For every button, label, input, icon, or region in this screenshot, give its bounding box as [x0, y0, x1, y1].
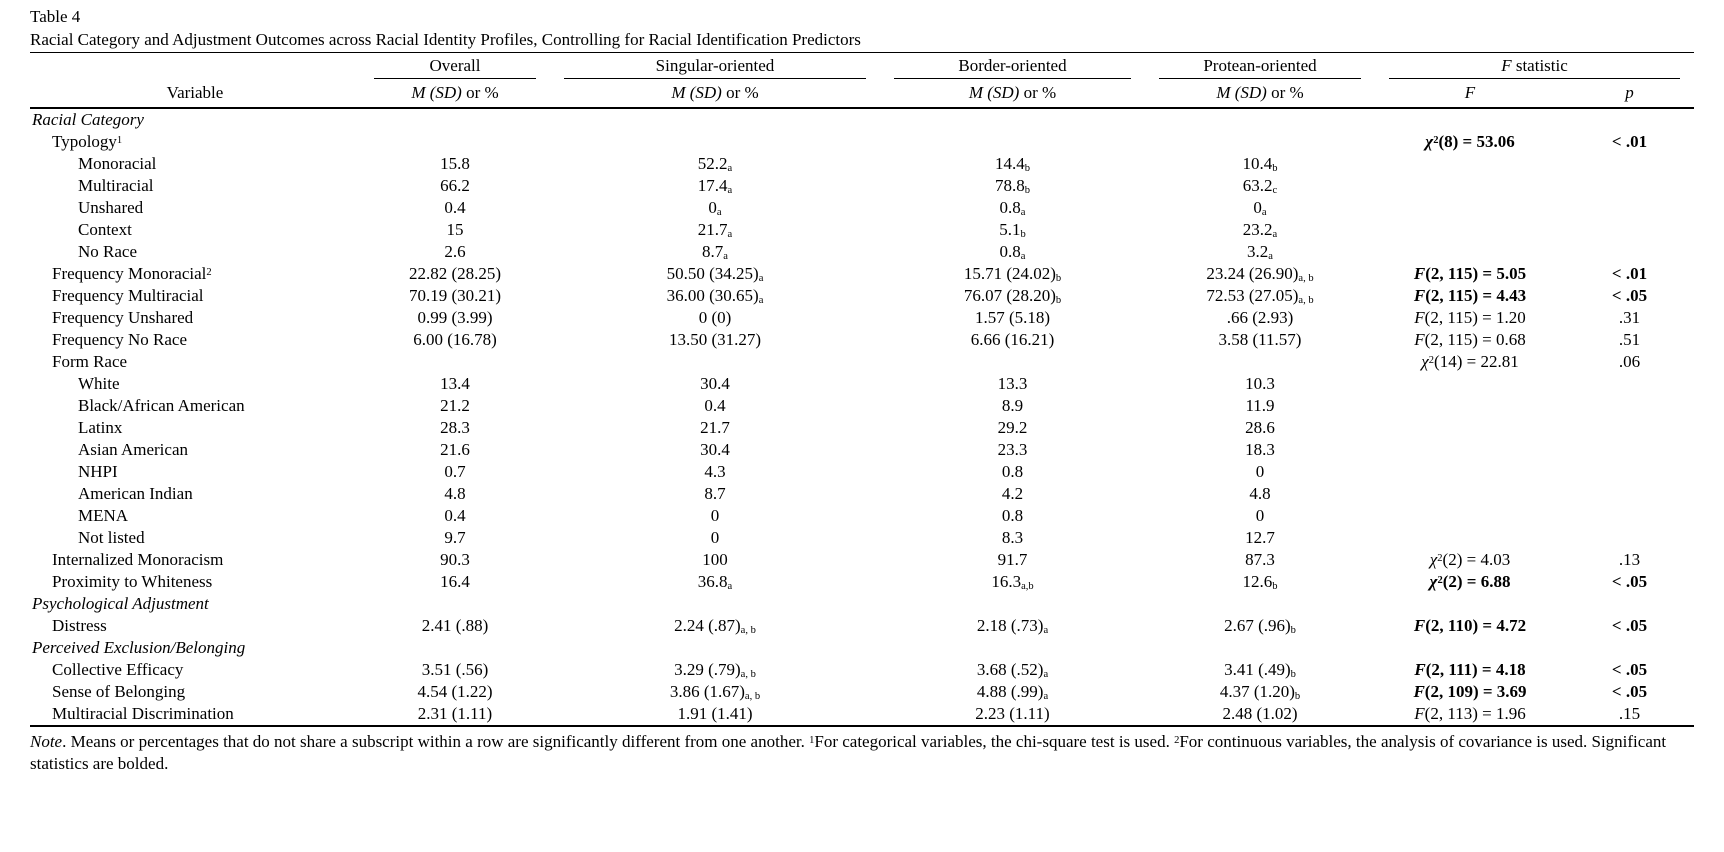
header-group-overall [360, 53, 550, 81]
cell-border: 2.18 $(.73)_a$ [976, 616, 1049, 637]
cell-p: < .05 [1611, 616, 1648, 635]
table-row [30, 659, 1694, 681]
cell-overall [360, 131, 550, 153]
cell-protean: 10.3 [1245, 374, 1275, 393]
table-row [30, 527, 1694, 549]
cell-fstat [1375, 395, 1565, 417]
header-group-label: Overall [374, 56, 536, 79]
cell-border: $14.4_b$ [994, 154, 1030, 175]
cell-singular: 0.4 [704, 396, 726, 415]
cell-fstat: $\chi^2(14) = 22.81$ [1421, 352, 1519, 371]
cell-fstat [1375, 483, 1565, 505]
row-label: Asian American [78, 440, 188, 459]
cell-protean [1145, 637, 1375, 659]
cell-overall: 66.2 [440, 176, 470, 195]
table-row [30, 505, 1694, 527]
cell-protean: 12.7 [1245, 528, 1275, 547]
cell-border [880, 593, 1145, 615]
cell-border [880, 351, 1145, 373]
table-row [30, 131, 1694, 153]
cell-p [1565, 417, 1694, 439]
cell-overall [360, 108, 550, 131]
cell-singular [550, 637, 880, 659]
subheader-row [30, 80, 1694, 108]
table-row [30, 571, 1694, 593]
cell-protean: $12.6_b$ [1242, 572, 1278, 593]
cell-fstat [1375, 197, 1565, 219]
cell-protean: 11.9 [1245, 396, 1275, 415]
row-label: Typology$^1$ [52, 132, 123, 151]
cell-singular: 100 [702, 550, 728, 569]
cell-p [1565, 483, 1694, 505]
cell-fstat [1375, 461, 1565, 483]
cell-overall: 2.41 (.88) [421, 616, 489, 635]
cell-p: .51 [1618, 330, 1641, 349]
cell-fstat [1375, 637, 1565, 659]
cell-singular: $36.8_a$ [697, 572, 733, 593]
table-row [30, 637, 1694, 659]
table-title: Racial Category and Adjustment Outcomes across Racial Identity Profiles, Controlling for Racial Identification Predictors [30, 30, 861, 49]
row-label: Form Race [52, 352, 128, 371]
cell-p [1565, 439, 1694, 461]
cell-singular: 13.50 (31.27) [668, 330, 762, 349]
row-label: Frequency No Race [52, 330, 188, 349]
cell-singular [550, 351, 880, 373]
table-row [30, 439, 1694, 461]
cell-p: < .05 [1611, 682, 1648, 701]
row-label: Multiracial [78, 176, 154, 195]
cell-protean [1145, 351, 1375, 373]
cell-fstat: F(2, 115) = 4.43 [1413, 286, 1527, 305]
cell-fstat [1375, 175, 1565, 197]
row-label: Proximity to Whiteness [52, 572, 213, 591]
cell-border: $78.8_b$ [994, 176, 1030, 197]
cell-fstat [1375, 373, 1565, 395]
row-label: Internalized Monoracism [52, 550, 224, 569]
cell-fstat [1375, 527, 1565, 549]
cell-singular [550, 593, 880, 615]
cell-fstat [1375, 505, 1565, 527]
subheader-overall: M (SD) or % [360, 80, 550, 108]
cell-overall [360, 593, 550, 615]
cell-overall: 0.7 [444, 462, 466, 481]
header-group-label: Border-oriented [894, 56, 1131, 79]
cell-singular: $8.7_a$ [702, 242, 728, 263]
header-group-protean [1145, 53, 1375, 81]
cell-singular: $0_a$ [708, 198, 722, 219]
table-row [30, 197, 1694, 219]
cell-p [1565, 373, 1694, 395]
cell-overall: 4.8 [444, 484, 466, 503]
cell-protean: 0 [1255, 506, 1265, 525]
cell-p [1565, 593, 1694, 615]
row-label: Black/African American [78, 396, 245, 415]
cell-fstat [1375, 153, 1565, 175]
cell-border: 3.68 $(.52)_a$ [976, 660, 1049, 681]
table-row [30, 108, 1694, 131]
cell-p [1565, 637, 1694, 659]
cell-border: 13.3 [997, 374, 1028, 393]
cell-protean: 3.58 (11.57) [1218, 330, 1302, 349]
cell-fstat [1375, 439, 1565, 461]
subheader-singular: M (SD) or % [550, 80, 880, 108]
cell-overall [360, 351, 550, 373]
cell-singular [550, 131, 880, 153]
row-label: MENA [78, 506, 129, 525]
cell-overall: 28.3 [440, 418, 470, 437]
header-group-fstatistic [1375, 53, 1694, 81]
table-row [30, 681, 1694, 703]
row-label: Monoracial [78, 154, 157, 173]
cell-overall: 0.4 [444, 506, 466, 525]
cell-border: 91.7 [997, 550, 1028, 569]
cell-overall: 0.99 (3.99) [417, 308, 493, 327]
cell-overall: 6.00 (16.78) [413, 330, 497, 349]
subheader-p: p [1565, 80, 1694, 108]
table-note: Note. Means or percentages that do not share a subscript within a row are significantly different from one another. $^1$For categorical variables, the chi-square test is used. $^2$For continuous variables, the analysis of covariance is used. Significant statistics are bolded. [30, 732, 1667, 773]
cell-protean: 28.6 [1245, 418, 1275, 437]
cell-overall: 90.3 [440, 550, 470, 569]
row-label: Multiracial Discrimination [30, 703, 360, 726]
cell-p [1565, 505, 1694, 527]
cell-singular: 0 (0) [698, 308, 732, 327]
cell-p [1565, 219, 1694, 241]
cell-border: 2.23 (1.11) [880, 703, 1145, 726]
cell-border: $0.8_a$ [999, 198, 1026, 219]
table-row [30, 329, 1694, 351]
cell-protean: $10.4_b$ [1242, 154, 1278, 175]
cell-singular: 0 [710, 528, 720, 547]
cell-p: .15 [1565, 703, 1694, 726]
table-row [30, 153, 1694, 175]
header-group-label: F statistic [1389, 56, 1680, 79]
table-row [30, 417, 1694, 439]
cell-singular: 3.29 $(.79)_{a, b}$ [674, 660, 756, 681]
row-label: Frequency Multiracial [52, 286, 204, 305]
cell-p: < .05 [1611, 286, 1648, 305]
row-label: No Race [78, 242, 138, 261]
cell-border: $5.1_b$ [999, 220, 1026, 241]
cell-fstat [1375, 219, 1565, 241]
cell-p [1565, 197, 1694, 219]
cell-overall: 3.51 (.56) [421, 660, 489, 679]
row-label: Perceived Exclusion/Belonging [32, 638, 246, 657]
table-row [30, 483, 1694, 505]
cell-protean [1145, 108, 1375, 131]
cell-border: 76.07 $(28.20)_b$ [963, 286, 1062, 307]
cell-p [1565, 527, 1694, 549]
cell-p: < .01 [1611, 132, 1648, 151]
table-row [30, 263, 1694, 285]
row-label: White [78, 374, 120, 393]
cell-protean: .66 (2.93) [1226, 308, 1294, 327]
cell-overall: 22.82 (28.25) [408, 264, 502, 283]
table-row [30, 285, 1694, 307]
table-row [30, 241, 1694, 263]
row-label: Not listed [78, 528, 145, 547]
cell-overall: 21.6 [440, 440, 470, 459]
cell-p: < .05 [1611, 660, 1648, 679]
cell-overall: 0.4 [444, 198, 466, 217]
table-row [30, 615, 1694, 637]
row-label: Context [78, 220, 132, 239]
cell-overall: 4.54 (1.22) [417, 682, 493, 701]
cell-fstat [1375, 417, 1565, 439]
cell-border: $16.3_{a,b}$ [991, 572, 1034, 593]
cell-border: 29.2 [997, 418, 1028, 437]
cell-fstat: F(2, 109) = 3.69 [1413, 682, 1527, 701]
group-header-row [30, 53, 1694, 81]
cell-singular: $52.2_a$ [697, 154, 733, 175]
cell-fstat [1375, 241, 1565, 263]
cell-border: 1.57 (5.18) [974, 308, 1051, 327]
cell-border: 0.8 [1001, 506, 1024, 525]
table-row [30, 175, 1694, 197]
cell-fstat [1375, 108, 1565, 131]
cell-singular: 2.24 $(.87)_{a, b}$ [674, 616, 756, 637]
cell-singular: 50.50 $(34.25)_a$ [666, 264, 764, 285]
table-row [30, 549, 1694, 571]
row-label: Collective Efficacy [52, 660, 184, 679]
cell-border: 6.66 (16.21) [970, 330, 1055, 349]
cell-protean [1145, 131, 1375, 153]
cell-p: < .01 [1611, 264, 1648, 283]
cell-fstat: $\chi^2(8) = 53.06$ [1425, 132, 1515, 151]
cell-protean: 0 [1255, 462, 1265, 481]
subheader-f: F [1375, 80, 1565, 108]
cell-singular: 36.00 $(30.65)_a$ [666, 286, 764, 307]
cell-overall: 9.7 [444, 528, 466, 547]
cell-protean: 87.3 [1245, 550, 1275, 569]
cell-fstat: $\chi^2(2) = 4.03$ [1429, 550, 1511, 569]
cell-border: 4.88 $(.99)_a$ [976, 682, 1049, 703]
table-row [30, 307, 1694, 329]
cell-protean: 72.53 $(27.05)_{a, b}$ [1206, 286, 1314, 307]
cell-singular: 30.4 [700, 374, 730, 393]
stats-table [30, 52, 1694, 727]
cell-p: .31 [1618, 308, 1641, 327]
cell-protean: $0_a$ [1253, 198, 1267, 219]
cell-border: 0.8 [1001, 462, 1024, 481]
cell-overall [360, 637, 550, 659]
table-body [30, 108, 1694, 726]
cell-protean: 18.3 [1245, 440, 1275, 459]
cell-overall: 2.6 [444, 242, 466, 261]
cell-border: 15.71 $(24.02)_b$ [963, 264, 1062, 285]
subheader-protean: M (SD) or % [1145, 80, 1375, 108]
table-row [30, 373, 1694, 395]
row-label: Frequency Unshared [52, 308, 194, 327]
row-label: Psychological Adjustment [32, 594, 209, 613]
cell-singular [550, 108, 880, 131]
cell-fstat: F(2, 115) = 0.68 [1414, 330, 1526, 349]
header-group-label: Singular-oriented [564, 56, 866, 79]
table-row [30, 351, 1694, 373]
cell-overall: 21.2 [440, 396, 470, 415]
cell-protean: 2.48 (1.02) [1145, 703, 1375, 726]
cell-p [1565, 395, 1694, 417]
row-label: NHPI [78, 462, 118, 481]
cell-protean [1145, 593, 1375, 615]
cell-protean: 3.41 $(.49)_b$ [1224, 660, 1296, 681]
table-row [30, 461, 1694, 483]
cell-overall: 15.8 [440, 154, 470, 173]
cell-overall: 16.4 [440, 572, 470, 591]
cell-singular: 1.91 (1.41) [550, 703, 880, 726]
cell-border: 23.3 [997, 440, 1028, 459]
cell-p [1565, 108, 1694, 131]
header-variable: Variable [30, 80, 360, 108]
cell-p [1565, 153, 1694, 175]
cell-fstat [1375, 593, 1565, 615]
cell-singular: 4.3 [704, 462, 726, 481]
cell-border: 8.3 [1001, 528, 1024, 547]
row-label: Sense of Belonging [52, 682, 186, 701]
cell-p [1565, 461, 1694, 483]
table-row [30, 593, 1694, 615]
cell-p [1565, 175, 1694, 197]
header-spacer [30, 53, 360, 81]
cell-overall: 15 [446, 220, 464, 239]
cell-protean: $3.2_a$ [1247, 242, 1273, 263]
cell-protean: 2.67 $(.96)_b$ [1224, 616, 1296, 637]
cell-fstat: $\chi^2(2) = 6.88$ [1429, 572, 1511, 591]
cell-protean: $63.2_c$ [1242, 176, 1278, 197]
cell-singular: 3.86 $(1.67)_{a, b}$ [669, 682, 761, 703]
cell-fstat: F(2, 110) = 4.72 [1413, 616, 1527, 635]
cell-protean: 4.8 [1249, 484, 1271, 503]
cell-singular: 21.7 [700, 418, 730, 437]
cell-p: .13 [1618, 550, 1641, 569]
header-group-label: Protean-oriented [1159, 56, 1361, 79]
cell-singular: $21.7_a$ [697, 220, 733, 241]
cell-fstat: F(2, 111) = 4.18 [1414, 660, 1526, 679]
cell-singular: 0 [710, 506, 720, 525]
row-label: Distress [52, 616, 107, 635]
cell-singular: 8.7 [704, 484, 726, 503]
cell-border: $0.8_a$ [999, 242, 1026, 263]
cell-fstat: F(2, 113) = 1.96 [1375, 703, 1565, 726]
cell-p [1565, 241, 1694, 263]
cell-border [880, 108, 1145, 131]
cell-border [880, 637, 1145, 659]
cell-singular: 30.4 [700, 440, 730, 459]
header-group-singular [550, 53, 880, 81]
cell-overall: 2.31 (1.11) [360, 703, 550, 726]
cell-protean: 23.24 $(26.90)_{a, b}$ [1206, 264, 1314, 285]
row-label: Racial Category [32, 110, 144, 129]
cell-border: 8.9 [1001, 396, 1024, 415]
cell-fstat: F(2, 115) = 1.20 [1414, 308, 1526, 327]
row-label: Frequency Monoracial$^2$ [52, 264, 212, 283]
cell-fstat: F(2, 115) = 5.05 [1413, 264, 1527, 283]
cell-p: .06 [1618, 352, 1641, 371]
cell-p: < .05 [1611, 572, 1648, 591]
subheader-border: M (SD) or % [880, 80, 1145, 108]
cell-singular: $17.4_a$ [697, 176, 733, 197]
cell-border [880, 131, 1145, 153]
cell-overall: 70.19 (30.21) [408, 286, 502, 305]
cell-overall: 13.4 [440, 374, 470, 393]
table-row [30, 219, 1694, 241]
header-group-border [880, 53, 1145, 81]
table-row [30, 703, 1694, 726]
row-label: American Indian [78, 484, 193, 503]
cell-protean: $23.2_a$ [1242, 220, 1278, 241]
table-number: Table 4 [30, 7, 81, 26]
row-label: Latinx [78, 418, 123, 437]
cell-border: 4.2 [1001, 484, 1024, 503]
cell-protean: 4.37 $(1.20)_b$ [1219, 682, 1301, 703]
table-row [30, 395, 1694, 417]
row-label: Unshared [78, 198, 144, 217]
